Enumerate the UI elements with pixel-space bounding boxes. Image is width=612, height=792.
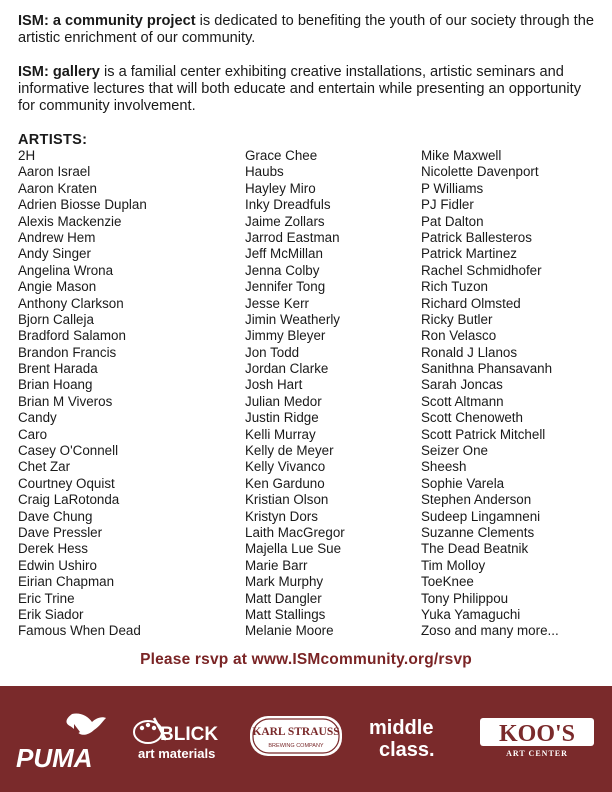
puma-wordmark: PUMA [16,743,93,770]
artist-name: Matt Stallings [245,606,326,622]
artist-name: Caro [18,426,48,442]
artist-name: Rachel Schmidhofer [421,262,542,278]
artist-name: Adrien Biosse Duplan [18,197,147,213]
artist-name: Eric Trine [18,590,75,606]
artist-name: Anthony Clarkson [18,295,124,311]
karl-strauss-logo [248,712,344,760]
artist-name: Patrick Martinez [421,246,517,262]
artist-name: Casey O'Connell [18,443,119,459]
artist-name: Edwin Ushiro [18,557,97,573]
artist-name: Andy Singer [18,246,91,262]
intro-paragraph-gallery [18,64,598,115]
artist-name: Brent Harada [18,361,98,377]
koos-art-center-logo [476,716,598,760]
artist-name: Mark Murphy [245,574,324,590]
artist-name: Scott Patrick Mitchell [421,426,546,442]
artist-name: Eirian Chapman [18,574,115,590]
gallery-name: ISM: gallery [18,64,100,80]
artist-name: The Dead Beatnik [421,541,529,557]
gallery-description: is a familial center exhibiting creative installations, artistic seminars and informative lectures that will both educate and entertain while presenting an opportunity for community involvement. [18,64,582,114]
artist-name: Alexis Mackenzie [18,213,122,229]
artist-name: Jeff McMillan [245,246,323,262]
artist-name: Sheesh [421,459,467,475]
artist-name: Richard Olmsted [421,295,521,311]
artist-name: Sudeep Lingamneni [421,508,541,524]
sponsor-footer [0,686,612,792]
artist-name: Jennifer Tong [245,279,326,295]
artist-name: Mike Maxwell [421,148,502,163]
artist-name: Josh Hart [245,377,303,393]
artist-name: Seizer One [421,443,488,459]
artist-name: Rich Tuzon [421,279,488,295]
artist-name: Jordan Clarke [245,361,329,377]
blick-tagline: art materials [138,746,216,761]
artist-name: Yuka Yamaguchi [421,606,521,622]
artist-name: Kelly de Meyer [245,443,334,459]
intro-text [18,13,598,132]
artist-name: PJ Fidler [421,197,474,213]
artist-name: Justin Ridge [245,410,319,426]
project-name: ISM: a community project [18,13,196,29]
artist-name: ToeKnee [421,574,474,590]
puma-logo [14,710,110,770]
project-description: is dedicated to benefiting the youth of our society through the artistic enrichment of our community. [18,13,594,46]
artist-name: Patrick Ballesteros [421,229,532,245]
karl-strauss-wordmark: KARL STRAUSS [252,726,340,738]
artist-name: Julian Medor [245,393,322,409]
artist-name: Haubs [245,164,284,180]
middle-class-wordmark-2: class. [379,739,435,761]
artist-name: Brandon Francis [18,344,117,360]
artist-name: Melanie Moore [245,623,334,639]
artist-name: Jon Todd [245,344,300,360]
artist-name: Erik Siador [18,606,84,622]
artist-name: Grace Chee [245,148,318,163]
artist-name: Scott Chenoweth [421,410,523,426]
koos-wordmark: KOO'S [498,721,576,747]
koos-tagline: ART CENTER [506,749,568,758]
artist-name: Sanithna Phansavanh [421,361,553,377]
artist-name: Matt Dangler [245,590,322,606]
artist-name: Scott Altmann [421,393,504,409]
artist-name: Courtney Oquist [18,475,115,491]
blick-wordmark: BLICK [160,724,219,745]
artist-name: Ronald J Llanos [421,344,518,360]
artist-name: Jaime Zollars [245,213,325,229]
artist-name: Candy [18,410,57,426]
middle-class-logo [367,712,459,764]
artist-name: 2H [18,148,36,163]
artist-name: Bradford Salamon [18,328,126,344]
artist-name: Tony Philippou [421,590,509,606]
artist-name: Pat Dalton [421,213,484,229]
artist-name: Famous When Dead [18,623,141,639]
artist-name: Kelly Vivanco [245,459,326,475]
artists-column-1 [18,148,147,640]
artist-name: Nicolette Davenport [421,164,539,180]
artist-name: Inky Dreadfuls [245,197,331,213]
rsvp-link[interactable]: Please rsvp at www.ISMcommunity.org/rsvp [140,651,472,668]
artist-name: Jenna Colby [245,262,320,278]
artist-name: Angie Mason [18,279,97,295]
artists-column-3 [421,148,559,640]
artist-name: Hayley Miro [245,180,316,196]
artist-name: Ricky Butler [421,311,493,327]
intro-paragraph-project [18,13,598,47]
karl-strauss-tagline: BREWING COMPANY [268,743,324,749]
artist-name: Brian M Viveros [18,393,113,409]
middle-class-wordmark-1: middle [369,717,434,739]
artists-heading: ARTISTS: [18,132,88,148]
artist-name: Craig LaRotonda [18,492,120,508]
artist-name: Jimin Weatherly [245,311,341,327]
artists-column-2 [245,148,345,640]
artist-name: Ron Velasco [421,328,497,344]
artist-name: Angelina Wrona [18,262,114,278]
artist-name: Aaron Israel [18,164,91,180]
artist-name: Stephen Anderson [421,492,532,508]
artist-name: Jarrod Eastman [245,229,340,245]
blick-logo [132,710,232,770]
artist-name: Kristyn Dors [245,508,318,524]
artist-name: P Williams [421,180,484,196]
artist-name: Andrew Hem [18,229,96,245]
artist-name: Sophie Varela [421,475,505,491]
artist-name: Brian Hoang [18,377,93,393]
artist-name: Marie Barr [245,557,308,573]
artist-name: Suzanne Clements [421,524,535,540]
artist-name: Dave Chung [18,508,93,524]
artist-name: Sarah Joncas [421,377,503,393]
artist-name: Zoso and many more... [421,623,559,639]
artist-name: Jesse Kerr [245,295,309,311]
artist-name: Jimmy Bleyer [245,328,326,344]
artist-name: Chet Zar [18,459,71,475]
artist-name: Tim Molloy [421,557,486,573]
artist-name: Bjorn Calleja [18,311,94,327]
artist-name: Laith MacGregor [245,524,345,540]
artist-name: Majella Lue Sue [245,541,342,557]
artist-name: Derek Hess [18,541,88,557]
artist-name: Kristian Olson [245,492,329,508]
artist-name: Ken Garduno [245,475,325,491]
artist-name: Kelli Murray [245,426,316,442]
artist-name: Aaron Kraten [18,180,97,196]
artist-name: Dave Pressler [18,524,103,540]
